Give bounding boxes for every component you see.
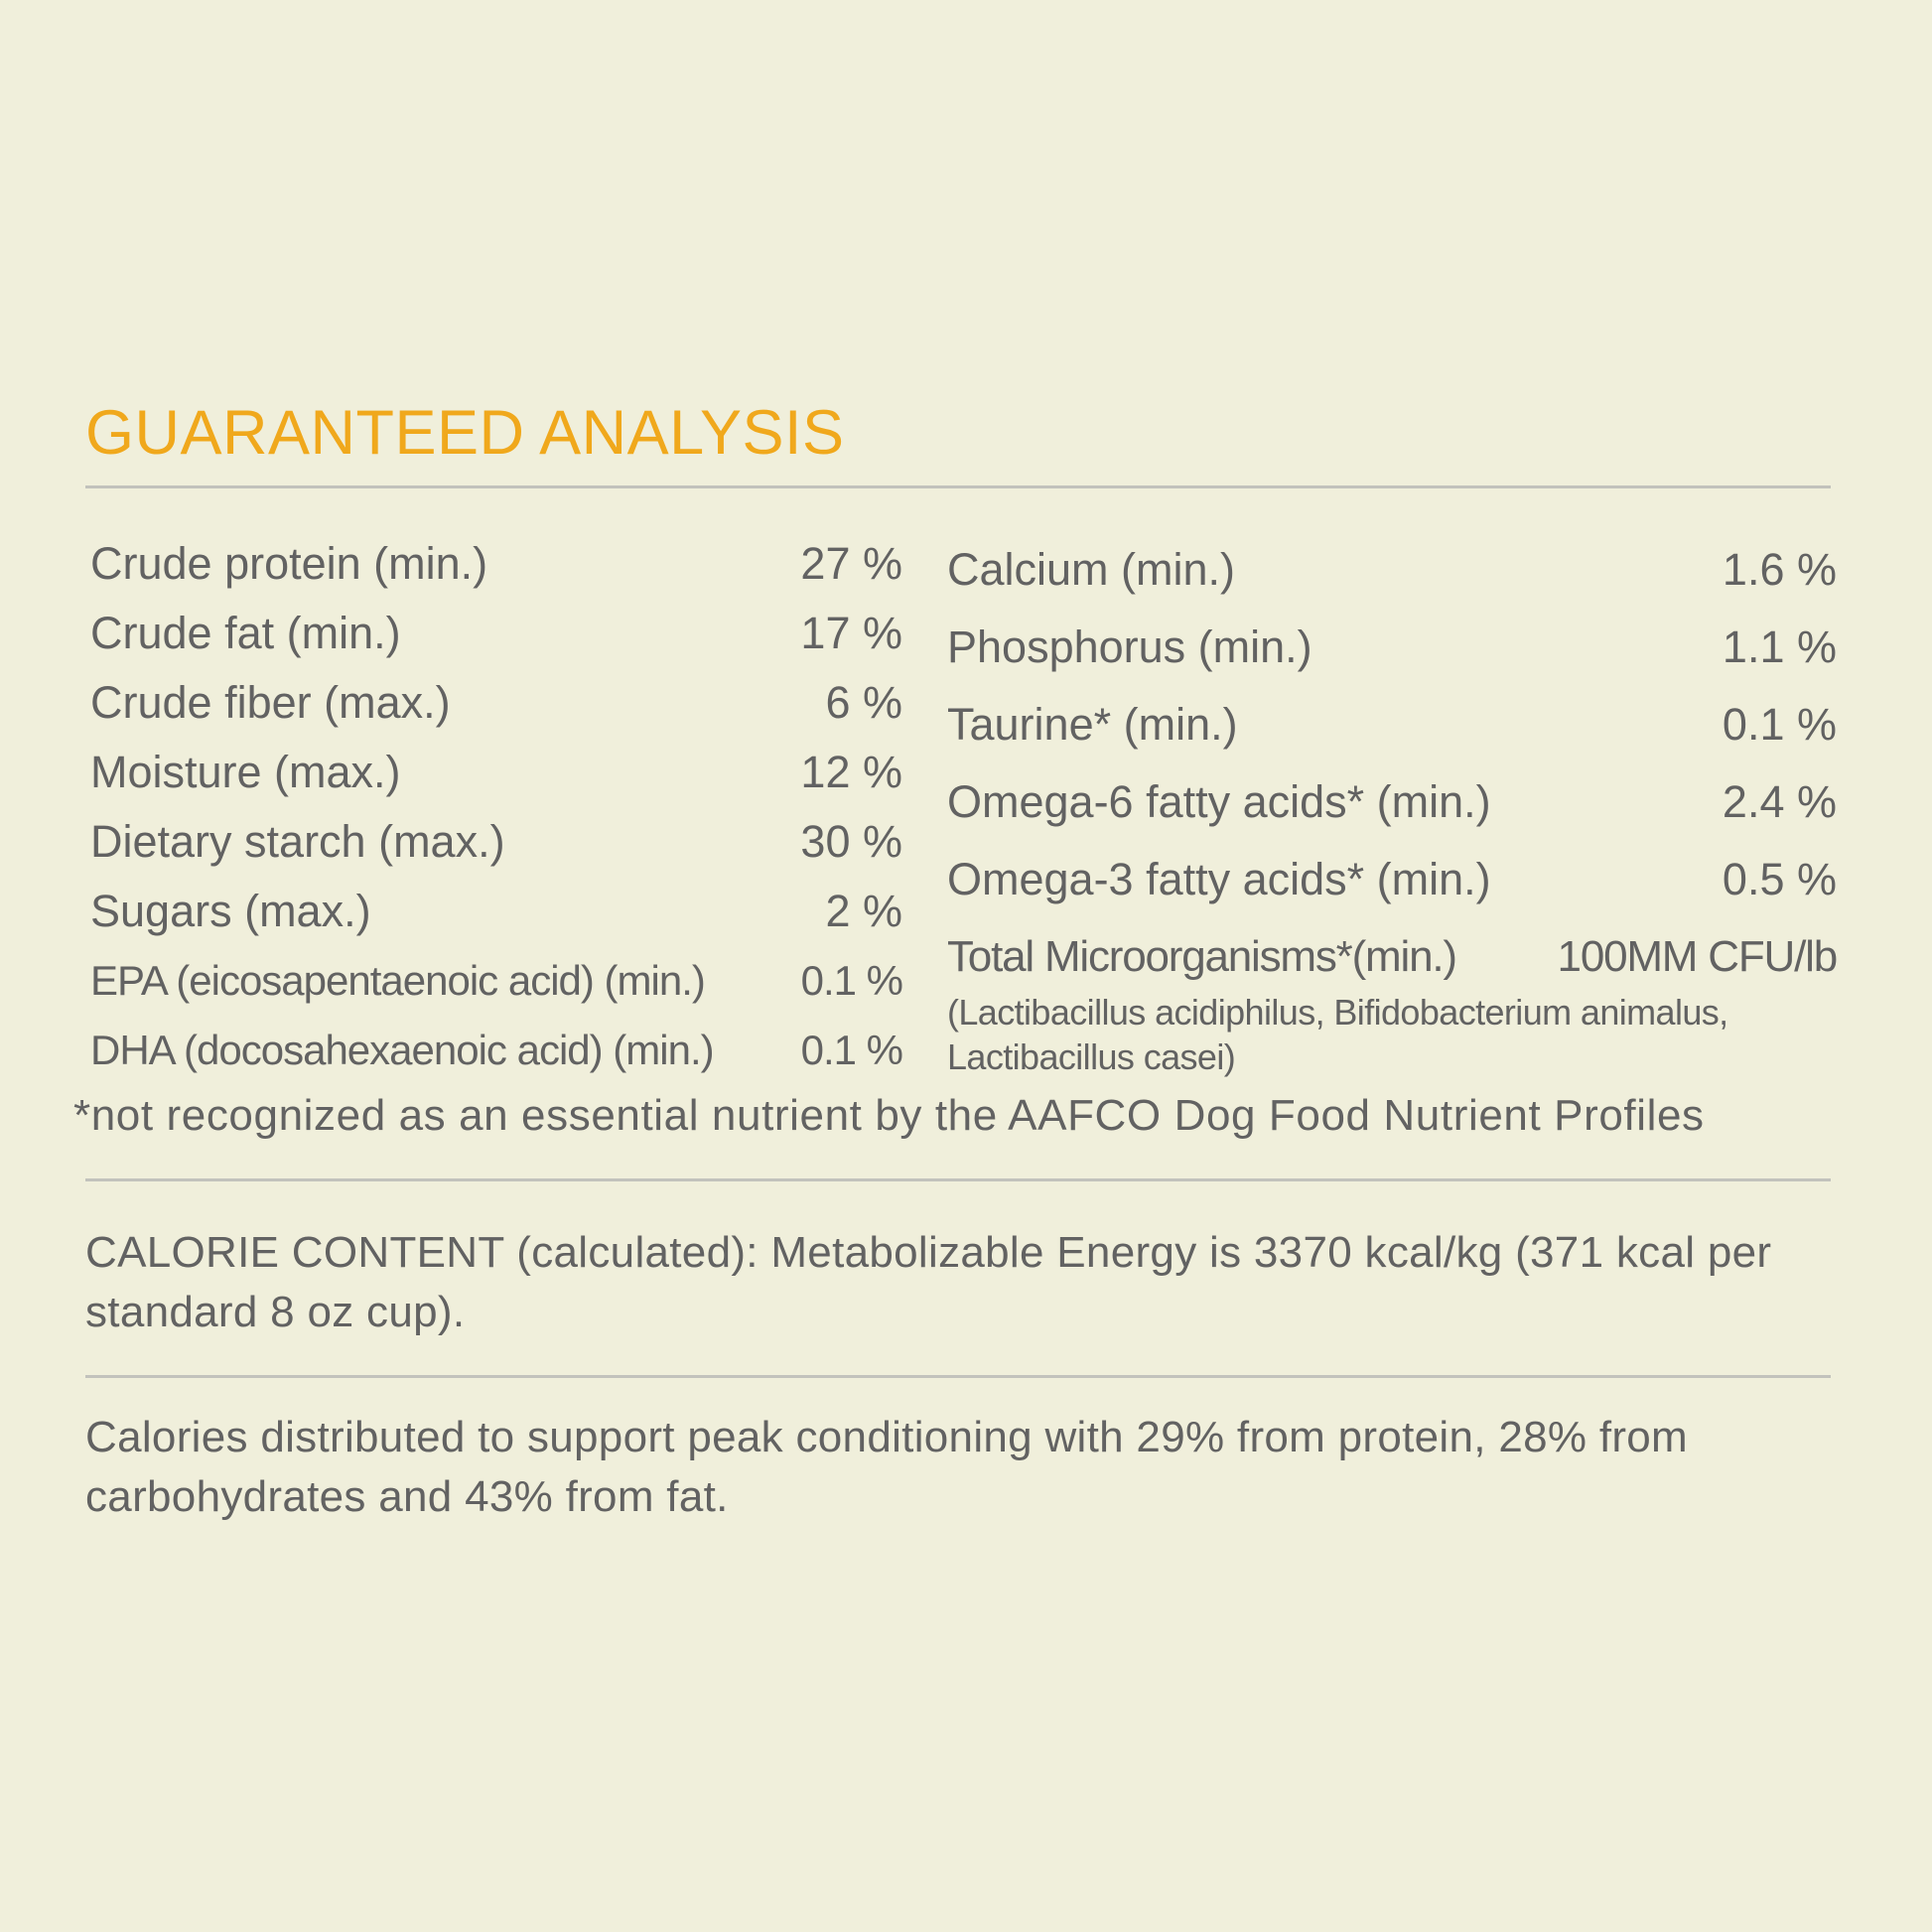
nutrient-label: Omega-6 fatty acids* (min.) [947, 776, 1491, 827]
nutrient-list-right [947, 531, 1837, 1079]
microorganisms-note-line: Lactibacillus casei) [947, 1036, 1236, 1077]
nutrient-row [90, 946, 902, 1016]
nutrient-value: 0.1 % [800, 1027, 902, 1073]
nutrient-value: 1.6 % [1722, 544, 1837, 595]
nutrient-row [90, 599, 902, 668]
nutrient-value: 0.1 % [800, 957, 902, 1004]
nutrient-row [90, 668, 902, 738]
nutrient-value: 2.4 % [1722, 776, 1837, 827]
nutrient-label: Crude fat (min.) [90, 608, 401, 658]
nutrient-value: 1.1 % [1722, 621, 1837, 672]
nutrient-value: 0.1 % [1722, 699, 1837, 750]
nutrient-row [90, 1016, 902, 1085]
nutrient-row [90, 877, 902, 946]
nutrient-row [947, 763, 1837, 841]
nutrient-label: Sugars (max.) [90, 886, 371, 936]
nutrient-list-left [90, 529, 902, 1085]
aafco-footnote: *not recognized as an essential nutrient by the AAFCO Dog Food Nutrient Profiles [73, 1091, 1705, 1140]
nutrient-row [90, 529, 902, 599]
guaranteed-analysis-panel [73, 0, 1837, 1932]
nutrient-row [947, 531, 1837, 609]
nutrient-label: Crude fiber (max.) [90, 677, 451, 728]
nutrient-value: 27 % [800, 538, 902, 589]
nutrient-label: Phosphorus (min.) [947, 621, 1312, 672]
calorie-distribution-text: Calories distributed to support peak conditioning with 29% from protein, 28% from carbohydrates and 43% from fat. [85, 1413, 1689, 1521]
nutrient-label: Dietary starch (max.) [90, 816, 505, 867]
nutrient-row [90, 807, 902, 877]
section-title: GUARANTEED ANALYSIS [85, 398, 845, 468]
nutrient-value: 12 % [800, 747, 902, 797]
nutrient-label: Moisture (max.) [90, 747, 401, 797]
microorganisms-note [947, 990, 1837, 1079]
nutrient-value: 17 % [800, 608, 902, 658]
calorie-content-text: CALORIE CONTENT (calculated): Metabolizable Energy is 3370 kcal/kg (371 kcal per standard 8 oz cup). [85, 1228, 1772, 1336]
nutrient-value: 2 % [825, 886, 902, 936]
nutrient-value: 30 % [800, 816, 902, 867]
nutrient-value: 6 % [825, 677, 902, 728]
nutrient-label: Crude protein (min.) [90, 538, 488, 589]
nutrient-label: Calcium (min.) [947, 544, 1236, 595]
divider-top [85, 485, 1831, 488]
divider-middle [85, 1178, 1831, 1181]
nutrient-value: 0.5 % [1722, 854, 1837, 904]
nutrient-row [947, 918, 1837, 996]
nutrient-row [90, 738, 902, 807]
nutrient-label: EPA (eicosapentaenoic acid) (min.) [90, 957, 705, 1004]
microorganisms-note-line: (Lactibacillus acidiphilus, Bifidobacterium animalus, [947, 992, 1728, 1033]
nutrient-label: Omega-3 fatty acids* (min.) [947, 854, 1491, 904]
nutrient-row [947, 841, 1837, 918]
nutrient-value: 100MM CFU/lb [1557, 932, 1837, 981]
nutrient-label: Taurine* (min.) [947, 699, 1238, 750]
divider-lower [85, 1375, 1831, 1378]
nutrient-label: DHA (docosahexaenoic acid) (min.) [90, 1027, 714, 1073]
nutrient-row [947, 609, 1837, 686]
nutrient-row [947, 686, 1837, 763]
nutrient-label: Total Microorganisms*(min.) [947, 932, 1456, 981]
